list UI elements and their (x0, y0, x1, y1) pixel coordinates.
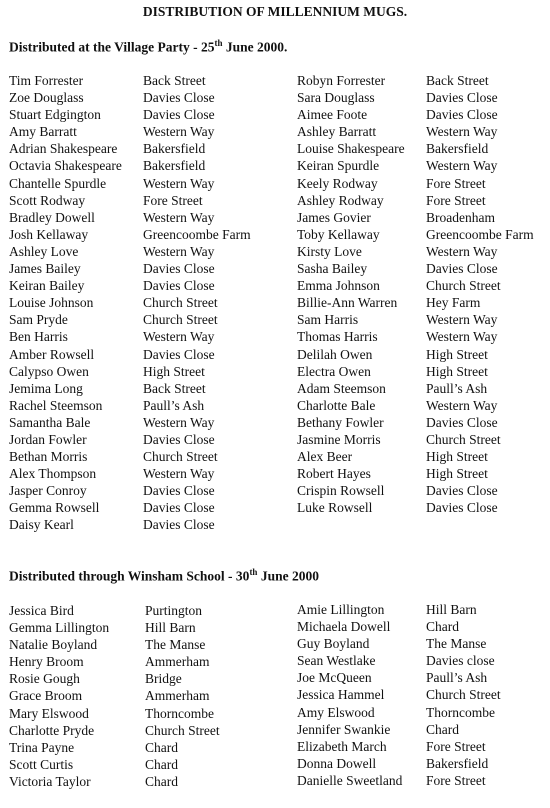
recipient-address: Western Way (426, 312, 498, 328)
recipient-name: Mary Elswood (9, 705, 89, 721)
recipient-name: Jessica Hammel (297, 687, 385, 703)
recipient-name: Charlotte Pryde (9, 722, 95, 738)
recipient-name: Ashley Rodway (297, 192, 384, 208)
recipient-address: Greencoombe Farm (426, 226, 534, 242)
recipient-name: Josh Kellaway (9, 226, 89, 242)
recipient-name: Bethany Fowler (297, 414, 384, 430)
heading-superscript: th (214, 38, 223, 48)
recipient-address: High Street (426, 466, 488, 482)
recipient-address: Bakersfield (426, 755, 489, 771)
recipient-name: Calypso Owen (9, 363, 89, 379)
recipient-name: Jasmine Morris (297, 431, 381, 447)
recipient-name: Adam Steemson (297, 380, 386, 396)
recipient-name: Henry Broom (9, 654, 84, 670)
recipient-address: Broadenham (426, 209, 495, 225)
recipient-name: Luke Rowsell (297, 500, 373, 516)
recipient-name: Robyn Forrester (297, 73, 386, 88)
recipient-address: Paull’s Ash (143, 397, 205, 413)
recipient-address: High Street (426, 449, 488, 465)
recipient-address: Purtington (145, 603, 203, 618)
recipient-address: Church Street (426, 278, 501, 294)
recipient-address: Western Way (143, 124, 215, 140)
recipient-address: Church Street (143, 449, 218, 465)
recipient-name: Louise Johnson (9, 295, 94, 311)
recipient-name: Donna Dowell (297, 755, 377, 771)
recipient-address: Hill Barn (145, 620, 196, 636)
recipient-name: Sasha Bailey (297, 261, 368, 277)
recipient-address: Chard (426, 721, 459, 737)
recipient-name: Grace Broom (9, 688, 83, 704)
recipient-name: Toby Kellaway (297, 226, 380, 242)
recipient-name: Crispin Rowsell (297, 483, 385, 499)
recipient-address: Hill Barn (426, 602, 477, 617)
recipient-address: Fore Street (426, 772, 486, 788)
recipient-address: Western Way (143, 414, 215, 430)
recipient-address: Back Street (143, 73, 206, 88)
recipient-address: Davies Close (426, 483, 498, 499)
recipient-address: Western Way (143, 466, 215, 482)
recipient-address: High Street (426, 363, 488, 379)
recipient-address: Western Way (426, 124, 498, 140)
recipient-name: Keiran Bailey (9, 278, 85, 294)
section-heading-village-party (9, 38, 287, 56)
recipient-address: Davies Close (143, 107, 215, 123)
recipient-name: Jemima Long (9, 380, 83, 396)
recipient-address: Hey Farm (426, 295, 481, 311)
recipient-address: Davies Close (143, 261, 215, 277)
recipient-name: Amie Lillington (297, 602, 385, 617)
recipient-address: Church Street (426, 687, 501, 703)
recipient-address: Chard (426, 619, 459, 635)
recipient-name: Bradley Dowell (9, 209, 95, 225)
recipient-address: Western Way (426, 397, 498, 413)
recipient-name: Bethan Morris (9, 449, 88, 465)
recipient-name: Adrian Shakespeare (9, 141, 118, 157)
recipient-address: Chard (145, 739, 178, 755)
recipient-address: Thorncombe (426, 704, 495, 720)
section-heading-winsham-school (9, 567, 319, 585)
recipient-address: Fore Street (143, 192, 203, 208)
heading-superscript: th (249, 567, 258, 577)
recipient-address: Western Way (426, 329, 498, 345)
recipient-name: Sam Pryde (9, 312, 68, 328)
recipient-name: Jasper Conroy (9, 483, 87, 499)
recipient-name: Michaela Dowell (297, 619, 391, 635)
recipient-address: Back Street (426, 73, 489, 88)
recipient-name: Sara Douglass (297, 90, 375, 106)
recipient-address: Davies Close (426, 261, 498, 277)
recipient-name: Samantha Bale (9, 414, 91, 430)
recipient-name: Thomas Harris (297, 329, 378, 345)
recipient-name: Rachel Steemson (9, 397, 103, 413)
recipient-name: Trina Payne (9, 739, 75, 755)
recipient-address: Western Way (426, 243, 498, 259)
recipient-address: Davies Close (143, 278, 215, 294)
recipient-name: Chantelle Spurdle (9, 175, 107, 191)
recipient-address: High Street (143, 363, 205, 379)
recipient-name: Natalie Boyland (9, 637, 98, 653)
recipient-name: Scott Rodway (9, 192, 86, 208)
recipient-address: Paull’s Ash (426, 670, 488, 686)
recipient-name: Keely Rodway (297, 175, 378, 191)
recipient-address: High Street (426, 346, 488, 362)
recipient-name: Jessica Bird (9, 603, 74, 618)
recipient-name: James Bailey (9, 261, 81, 277)
recipient-address: Davies Close (426, 107, 498, 123)
recipient-address: Davies close (426, 653, 495, 669)
recipient-address: Back Street (143, 380, 206, 396)
recipient-address: Davies Close (426, 90, 498, 106)
recipient-address: Church Street (143, 312, 218, 328)
recipient-address: Davies Close (143, 346, 215, 362)
recipient-name: Scott Curtis (9, 756, 74, 772)
recipient-name: Elizabeth March (297, 738, 387, 754)
recipient-name: Gemma Rowsell (9, 500, 100, 516)
recipient-name: Victoria Taylor (9, 773, 91, 789)
recipient-address: Greencoombe Farm (143, 226, 251, 242)
recipient-address: Fore Street (426, 192, 486, 208)
recipient-name: Kirsty Love (297, 243, 362, 259)
recipient-name: James Govier (297, 209, 371, 225)
recipient-address: Paull’s Ash (426, 380, 488, 396)
recipient-address: The Manse (145, 637, 206, 653)
recipient-name: Emma Johnson (297, 278, 380, 294)
recipient-name: Alex Beer (297, 449, 353, 465)
recipient-name: Zoe Douglass (9, 90, 84, 106)
recipient-address: Bakersfield (143, 141, 206, 157)
heading-text: June 2000. (222, 39, 288, 55)
recipient-address: Davies Close (143, 517, 215, 533)
recipient-address: Ammerham (145, 654, 210, 670)
recipient-name: Keiran Spurdle (297, 158, 380, 174)
recipient-name: Billie-Ann Warren (297, 295, 398, 311)
recipient-address: Davies Close (143, 500, 215, 516)
recipient-address: Western Way (143, 209, 215, 225)
recipient-address: Fore Street (426, 175, 486, 191)
recipient-name: Sam Harris (297, 312, 359, 328)
recipient-name: Joe McQueen (297, 670, 372, 686)
recipient-address: Davies Close (426, 500, 498, 516)
recipient-name: Amy Elswood (297, 704, 375, 720)
recipient-address: Church Street (143, 295, 218, 311)
recipient-name: Ashley Love (9, 243, 79, 259)
recipient-name: Tim Forrester (9, 73, 84, 88)
recipient-name: Danielle Sweetland (297, 772, 403, 788)
recipient-name: Aimee Foote (297, 107, 368, 123)
recipient-address: Western Way (426, 158, 498, 174)
recipient-name: Daisy Kearl (9, 517, 74, 533)
heading-text: June 2000 (257, 568, 319, 584)
recipient-name: Sean Westlake (297, 653, 376, 669)
recipient-address: Church Street (145, 722, 220, 738)
recipient-name: Octavia Shakespeare (9, 158, 122, 174)
document-title: DISTRIBUTION OF MILLENNIUM MUGS. (142, 4, 408, 19)
recipient-name: Ben Harris (9, 329, 68, 345)
recipient-address: Western Way (143, 243, 215, 259)
recipient-address: Church Street (426, 431, 501, 447)
recipient-name: Stuart Edgington (9, 107, 101, 123)
recipient-address: Bridge (145, 671, 182, 687)
recipient-address: Bakersfield (143, 158, 206, 174)
recipient-address: The Manse (426, 636, 487, 652)
recipient-name: Amy Barratt (9, 124, 77, 140)
recipient-name: Ashley Barratt (297, 124, 377, 140)
recipient-name: Louise Shakespeare (297, 141, 405, 157)
recipient-name: Amber Rowsell (9, 346, 95, 362)
recipient-name: Jennifer Swankie (297, 721, 391, 737)
recipient-address: Davies Close (426, 414, 498, 430)
heading-text: Distributed at the Village Party - 25 (9, 39, 215, 55)
recipient-address: Chard (145, 773, 178, 789)
recipient-name: Delilah Owen (297, 346, 373, 362)
recipient-address: Fore Street (426, 738, 486, 754)
recipient-address: Chard (145, 756, 178, 772)
heading-text: Distributed through Winsham School - 30 (9, 568, 250, 584)
recipient-name: Robert Hayes (297, 466, 371, 482)
recipient-address: Davies Close (143, 483, 215, 499)
recipient-address: Davies Close (143, 431, 215, 447)
recipient-name: Charlotte Bale (297, 397, 376, 413)
recipient-name: Alex Thompson (9, 466, 97, 482)
recipient-address: Western Way (143, 175, 215, 191)
recipient-name: Electra Owen (297, 363, 371, 379)
recipient-name: Gemma Lillington (9, 620, 110, 636)
recipient-name: Jordan Fowler (9, 431, 87, 447)
recipient-name: Guy Boyland (297, 636, 370, 652)
recipient-address: Western Way (143, 329, 215, 345)
recipient-address: Ammerham (145, 688, 210, 704)
recipient-address: Bakersfield (426, 141, 489, 157)
recipient-name: Rosie Gough (9, 671, 80, 687)
recipient-address: Davies Close (143, 90, 215, 106)
recipient-address: Thorncombe (145, 705, 214, 721)
